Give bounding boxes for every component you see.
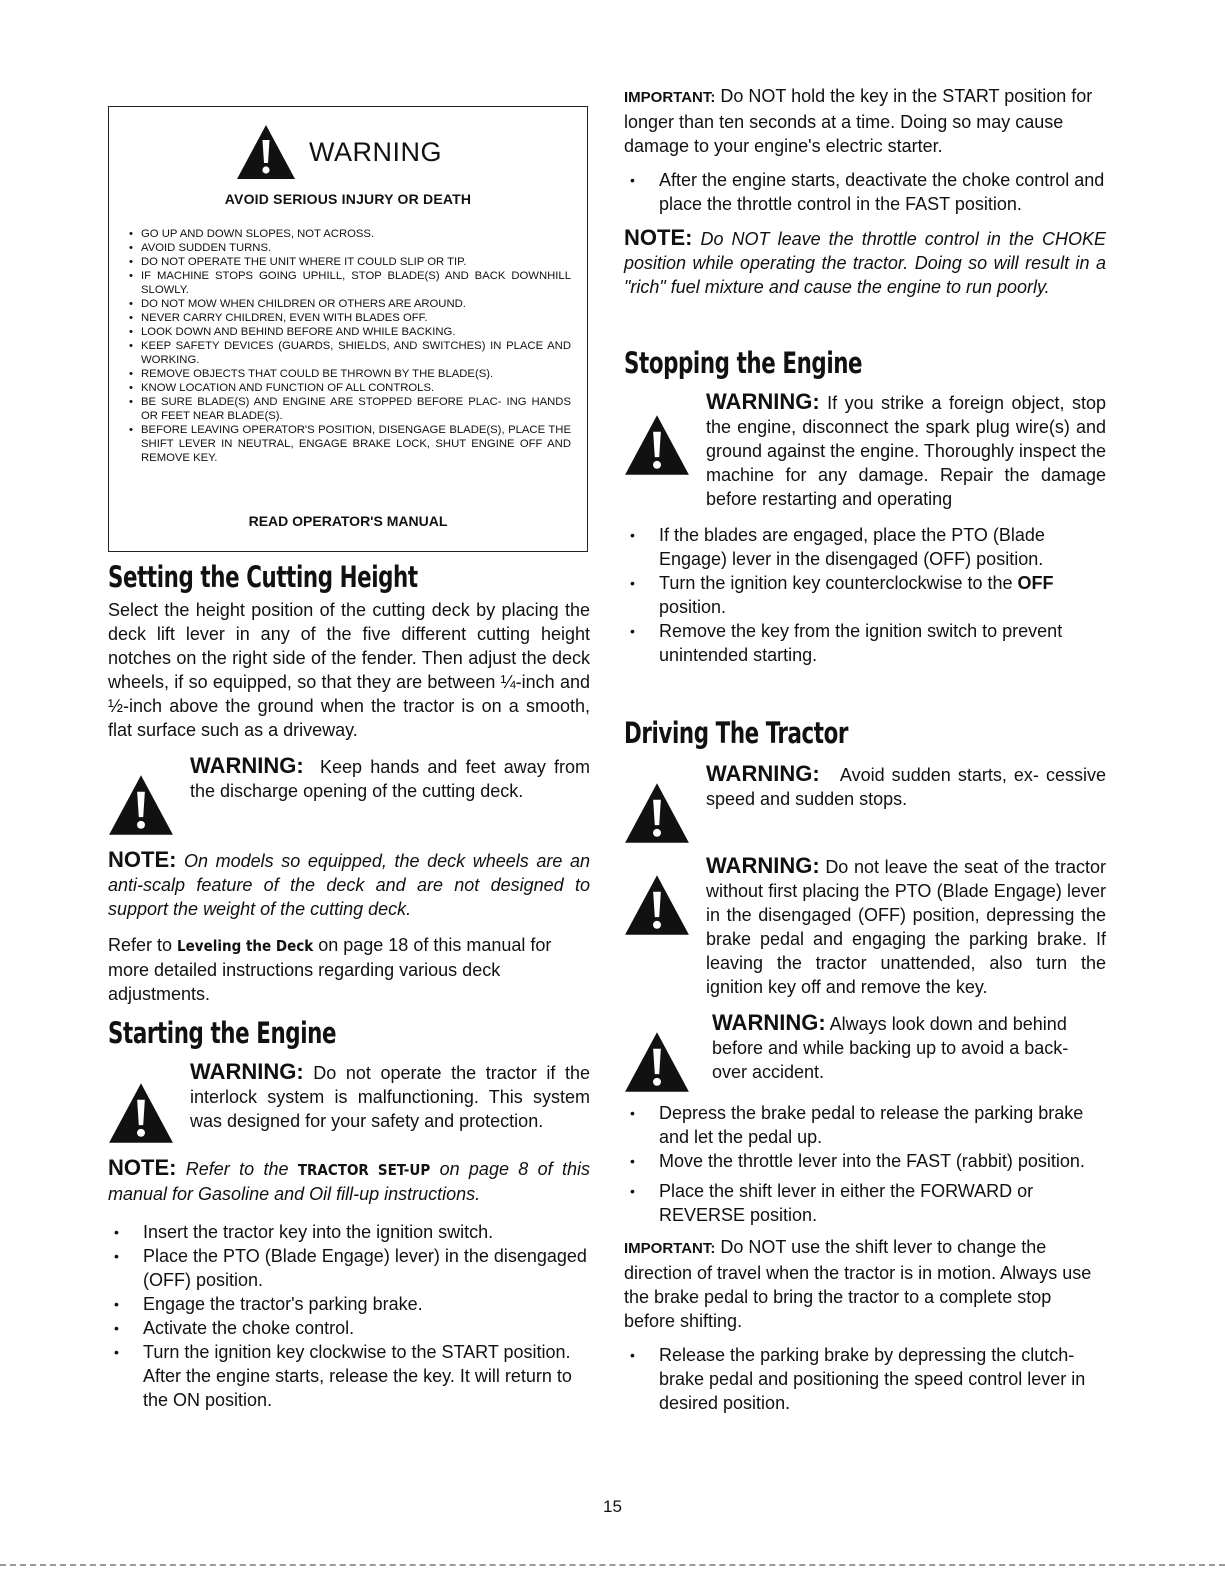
warning-triangle-icon — [624, 782, 690, 844]
important-label: IMPORTANT: — [624, 89, 716, 106]
starting-continued — [624, 84, 1106, 299]
driving-important — [624, 1235, 1106, 1333]
note-text: On models so equipped, the deck wheels are an anti-scalp feature of the deck and are not designed to support the weight of the cutting deck. — [108, 851, 590, 919]
note-label: NOTE: — [108, 1155, 177, 1180]
refer-text: Refer to — [108, 935, 173, 955]
starting-warning — [108, 1060, 590, 1144]
list-item: • AVOID SUDDEN TURNS. — [129, 241, 571, 255]
step-bold: OFF — [1017, 573, 1054, 593]
warning-text: Always look down and behind before and while backing up to avoid a back- over accident. — [712, 1014, 1069, 1082]
list-item: • Release the parking brake by depressing the clutch-brake pedal and positioning the speed control lever in desired position. — [624, 1343, 1106, 1415]
list-item: • Insert the tractor key into the ignition switch. — [108, 1220, 590, 1244]
cutting-warning — [108, 754, 590, 836]
warning-text: Avoid sudden starts, ex- cessive speed and sudden stops. — [706, 765, 1107, 809]
list-item: • Turn the ignition key clockwise to the START position. After the engine starts, release the key. It will return to the ON position. — [108, 1340, 590, 1412]
warning-label: WARNING: — [706, 853, 820, 878]
refer-text: on page 18 of this manual for more detailed instructions regarding various deck adjustments. — [108, 935, 552, 1004]
important-label: IMPORTANT: — [624, 1240, 716, 1257]
warning-label: WARNING: — [706, 389, 820, 414]
step-text: position. — [659, 597, 727, 617]
warning-text: If you strike a foreign object, stop the engine, disconnect the spark plug wire(s) and ground against the engine. Thoroughly inspect the machine for any damage. Repair the damage before restarting and operating — [706, 393, 1106, 509]
note-text: Refer to the — [185, 1159, 289, 1179]
list-item: • DO NOT OPERATE THE UNIT WHERE IT COULD SLIP OR TIP. — [129, 255, 571, 269]
stopping-heading: Stopping the Engine — [624, 346, 863, 380]
list-item: • Remove the key from the ignition switch to prevent unintended starting. — [624, 619, 1106, 667]
page-number: 15 — [603, 1497, 622, 1516]
list-item: • BE SURE BLADE(S) AND ENGINE ARE STOPPED BEFORE PLAC- ING HANDS OR FEET NEAR BLADE(S). — [129, 395, 571, 423]
list-item: • Engage the tractor's parking brake. — [108, 1292, 590, 1316]
list-item: • IF MACHINE STOPS GOING UPHILL, STOP BLADE(S) AND BACK DOWNHILL SLOWLY. — [129, 269, 571, 297]
list-item: • Move the throttle lever into the FAST (rabbit) position. — [624, 1149, 1106, 1173]
warning-box-title: WARNING — [309, 136, 442, 167]
important-note — [624, 84, 1106, 158]
driving-warning-3 — [624, 1011, 1106, 1093]
list-item: • LOOK DOWN AND BEHIND BEFORE AND WHILE BACKING. — [129, 325, 571, 339]
list-item: • NEVER CARRY CHILDREN, EVEN WITH BLADES OFF. — [129, 311, 571, 325]
warning-label: WARNING: — [706, 761, 820, 786]
warning-label: WARNING: — [712, 1010, 826, 1035]
starting-note — [108, 1156, 590, 1206]
list-item: • REMOVE OBJECTS THAT COULD BE THROWN BY THE BLADE(S). — [129, 367, 571, 381]
note-label: NOTE: — [108, 847, 177, 872]
driving-warning-2 — [624, 854, 1106, 999]
note-text: Do NOT leave the throttle control in the CHOKE position while operating the tractor. Doing so will result in a "rich" fuel mixture and cause the engine to run poorly. — [624, 229, 1106, 297]
warning-label: WARNING: — [190, 1059, 304, 1084]
cutting-height-body: Select the height position of the cutting deck by placing the deck lift lever in any of the five different cutting height notches on the right side of the fender. Then adjust the deck wheels, if so equipped, so that they are between ¼-inch and ½-inch above the ground when the tractor is on a smooth, flat surface such as a driveway. — [108, 600, 590, 740]
leveling-deck-link: Leveling the Deck — [177, 937, 314, 955]
warning-text: Do not leave the seat of the tractor without first placing the PTO (Blade Engage) lever in the disengaged (OFF) position, depressing the brake pedal and engaging the parking brake. If leaving the tractor unattended, also turn the ignition key off and remove the key. — [706, 857, 1106, 997]
cutting-height-section — [108, 560, 590, 1006]
warning-label: WARNING: — [190, 753, 304, 778]
list-item: • If the blades are engaged, place the PTO (Blade Engage) lever in the disengaged (OFF) position. — [624, 523, 1106, 571]
stopping-section — [624, 346, 1106, 667]
list-item: • DO NOT MOW WHEN CHILDREN OR OTHERS ARE AROUND. — [129, 297, 571, 311]
list-item: • After the engine starts, deactivate the choke control and place the throttle control in the FAST position. — [624, 168, 1106, 216]
warning-triangle-icon — [235, 124, 297, 180]
starting-heading: Starting the Engine — [108, 1016, 337, 1050]
warning-box-header — [235, 127, 442, 177]
driving-steps — [624, 1101, 1106, 1227]
warning-box-footer: READ OPERATOR'S MANUAL — [248, 513, 448, 529]
stopping-warning — [624, 390, 1106, 511]
driving-steps-final — [624, 1343, 1106, 1415]
starting-steps — [108, 1220, 590, 1412]
note-text: on page 8 of this manual for Gasoline and Oil fill-up instructions. — [108, 1159, 590, 1204]
choke-note — [624, 226, 1106, 299]
stopping-steps — [624, 523, 1106, 667]
cutting-refer — [108, 933, 590, 1006]
warning-triangle-icon — [108, 774, 174, 836]
tractor-setup-link: TRACTOR SET-UP — [297, 1161, 431, 1179]
list-item: • Depress the brake pedal to release the parking brake and let the pedal up. — [624, 1101, 1106, 1149]
list-item: • BEFORE LEAVING OPERATOR'S POSITION, DISENGAGE BLADE(S), PLACE THE SHIFT LEVER IN NEUTRAL, ENGAGE BRAKE LOCK, SHUT ENGINE OFF AND REMOVE KEY. — [129, 423, 571, 465]
driving-section — [624, 716, 1106, 1415]
bottom-divider — [0, 1564, 1225, 1568]
list-item: • Activate the choke control. — [108, 1316, 590, 1340]
step-text: Turn the ignition key counterclockwise to the — [659, 573, 1013, 593]
safety-warning-box — [108, 106, 588, 552]
cutting-height-heading: Setting the Cutting Height — [108, 560, 418, 594]
important-text: Do NOT use the shift lever to change the direction of travel when the tractor is in motion. Always use the brake pedal to bring the tractor to a complete stop before shifting. — [624, 1237, 1092, 1331]
warning-triangle-icon — [108, 1082, 174, 1144]
list-item: • KEEP SAFETY DEVICES (GUARDS, SHIELDS, AND SWITCHES) IN PLACE AND WORKING. — [129, 339, 571, 367]
list-item: • Place the PTO (Blade Engage) lever) in the disengaged (OFF) position. — [108, 1244, 590, 1292]
warning-box-subtitle: AVOID SERIOUS INJURY OR DEATH — [224, 191, 472, 207]
cutting-note — [108, 848, 590, 921]
warning-triangle-icon — [624, 1031, 690, 1093]
driving-warning-1 — [624, 762, 1106, 844]
note-label: NOTE: — [624, 225, 693, 250]
driving-heading: Driving The Tractor — [624, 716, 849, 750]
warning-text: Keep hands and feet away from the discharge opening of the cutting deck. — [190, 757, 590, 801]
warning-triangle-icon — [624, 414, 690, 476]
list-item — [624, 571, 1106, 619]
starting-steps-after — [624, 168, 1106, 216]
warning-text: Do not operate the tractor if the interlock system is malfunctioning. This system was designed for your safety and protection. — [190, 1063, 590, 1131]
list-item: • Place the shift lever in either the FORWARD or REVERSE position. — [624, 1179, 1106, 1227]
warning-triangle-icon — [624, 874, 690, 936]
list-item: • GO UP AND DOWN SLOPES, NOT ACROSS. — [129, 227, 571, 241]
important-text: Do NOT hold the key in the START position for longer than ten seconds at a time. Doing so may cause damage to your engine's electric starter. — [624, 86, 1093, 156]
list-item: • KNOW LOCATION AND FUNCTION OF ALL CONTROLS. — [129, 381, 571, 395]
warning-box-list — [129, 227, 571, 465]
starting-section — [108, 1016, 590, 1412]
